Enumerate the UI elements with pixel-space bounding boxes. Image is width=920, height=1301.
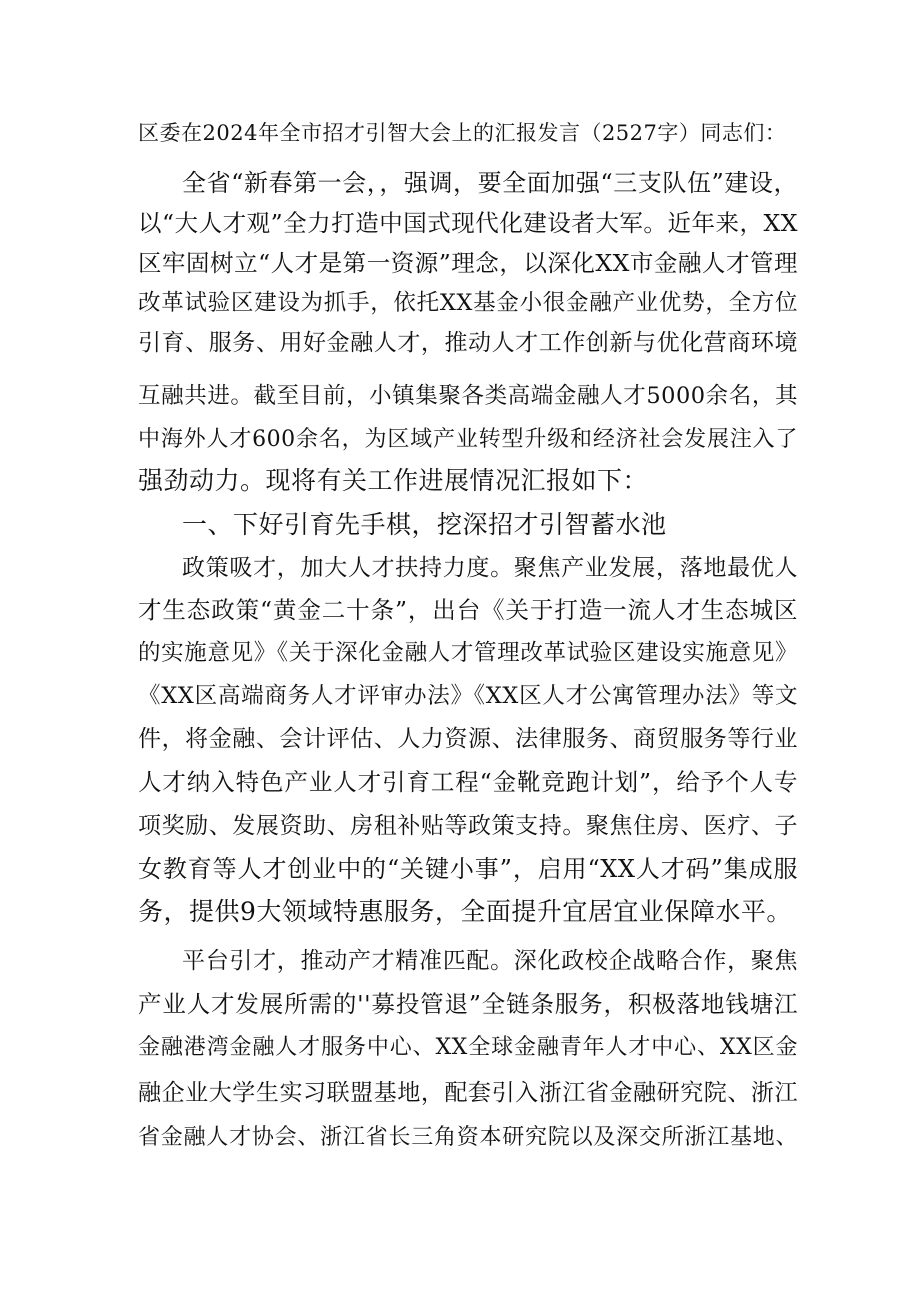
paragraph-line: 中海外人才600余名，为区域产业转型升级和经济社会发展注入了	[138, 427, 798, 452]
paragraph-line: 省金融人才协会、浙江省长三角资本研究院以及深交所浙江基地、	[138, 1125, 798, 1150]
paragraph-line: 金融港湾金融人才服务中心、XX全球金融青年人才中心、XX区金	[138, 1035, 798, 1060]
paragraph-line: 强劲动力。现将有关工作进展情况汇报如下：	[138, 466, 649, 495]
paragraph-line: 互融共进。截至目前，小镇集聚各类高端金融人才5000余名，其	[138, 383, 798, 409]
paragraph-line: 以“大人才观”全力打造中国式现代化建设者大军。近年来，XX	[138, 209, 798, 237]
paragraph-line: 的实施意见》《关于深化金融人才管理改革试验区建设实施意见》	[138, 640, 798, 666]
paragraph-line: 区牢固树立“人才是第一资源”理念，以深化XX市金融人才管理	[138, 249, 798, 277]
paragraph-line: 《XX区高端商务人才评审办法》《XX区人才公寓管理办法》等文	[138, 683, 798, 709]
paragraph-line: 改革试验区建设为抓手，依托XX基金小很金融产业优势，全方位	[138, 290, 798, 316]
paragraph-line: 件，将金融、会计评估、人力资源、法律服务、商贸服务等行业	[138, 726, 798, 752]
section-heading: 一、下好引育先手棋，挖深招才引智蓄水池	[182, 510, 667, 539]
paragraph-line: 人才纳入特色产业人才引育工程“金靴竞跑计划”，给予个人专	[138, 768, 798, 796]
paragraph-line: 务，提供9大领域特惠服务，全面提升宜居宜业保障水平。	[138, 897, 792, 926]
paragraph-line: 引育、服务、用好金融人才，推动人才工作创新与优化营商环境	[138, 330, 798, 356]
document-title-line: 区委在2024年全市招才引智大会上的汇报发言（2527字）同志们：	[138, 121, 787, 145]
paragraph-line: 女教育等人才创业中的“关键小事”，启用“XX人才码”集成服	[138, 855, 798, 883]
paragraph-line: 平台引才，推动产才精准匹配。深化政校企战略合作，聚焦	[182, 948, 798, 974]
paragraph-line: 才生态政策“黄金二十条”，出台《关于打造一流人才生态城区	[138, 596, 798, 624]
paragraph-line: 全省“新春第一会，，强调，要全面加强“三支队伍”建设，	[182, 169, 798, 197]
paragraph-line: 项奖励、发展资助、房租补贴等政策支持。聚焦住房、医疗、子	[138, 813, 798, 839]
paragraph-line: 融企业大学生实习联盟基地，配套引入浙江省金融研究院、浙江	[138, 1080, 798, 1106]
paragraph-line: 政策吸才，加大人才扶持力度。聚焦产业发展，落地最优人	[182, 555, 798, 581]
paragraph-line: 产业人才发展所需的''募投管退”全链条服务，积极落地钱塘江	[138, 990, 798, 1018]
